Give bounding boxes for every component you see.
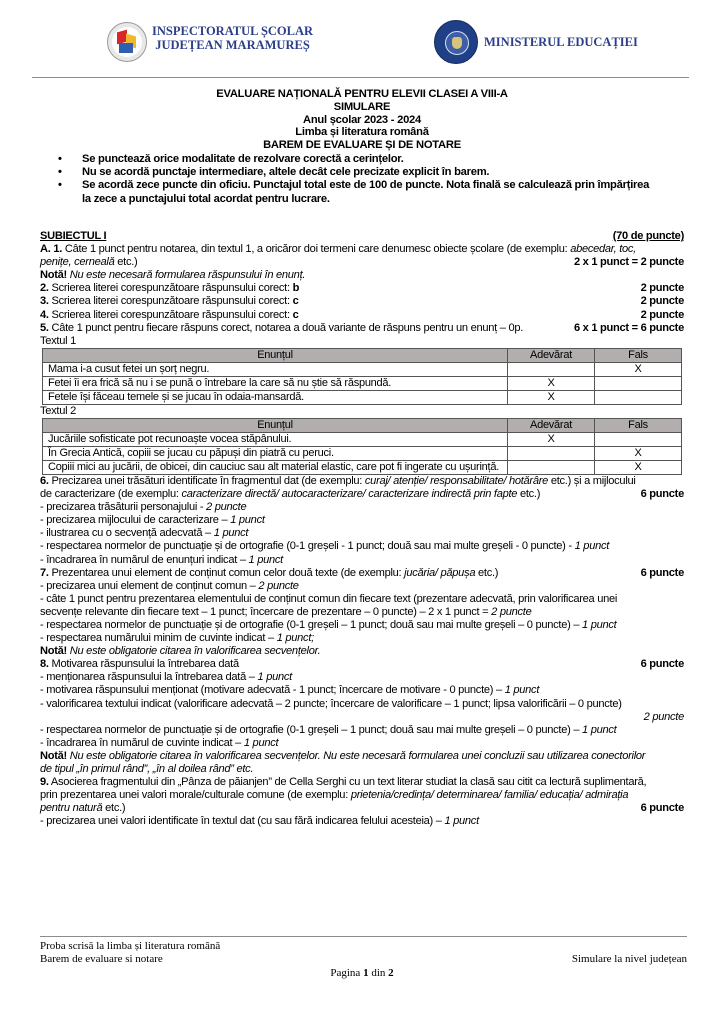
table-row <box>43 446 682 460</box>
table-row <box>43 432 682 446</box>
page-footer <box>40 940 687 966</box>
table2-caption: Textul 2 <box>40 404 76 417</box>
item-9: 9. Asocierea fragmentului din „Pânza de păianjen” de Cella Serghi cu un text literar studiat la clasă sau citit ca lectură suplimentară, <box>40 776 647 789</box>
isj-maramures-logo-icon <box>107 22 147 62</box>
general-rules-list <box>58 153 698 206</box>
item-a1-cont: penițe, cerneală etc.) 2 x 1 punct = 2 puncte <box>40 256 684 269</box>
false-cell <box>595 376 682 390</box>
item-2-score: 2 puncte <box>640 282 684 295</box>
item-a1: A. 1. Câte 1 punct pentru notarea, din textul 1, a oricăror doi termeni care denumesc obiecte școlare (de exemplu: abecedar, toc, <box>40 243 636 256</box>
false-cell: X <box>595 362 682 376</box>
left-org-line1: INSPECTORATUL ȘCOLAR <box>152 24 314 38</box>
column-header: Fals <box>595 418 682 432</box>
criterion-points: 2 puncte <box>643 710 684 723</box>
false-cell <box>595 432 682 446</box>
true-cell <box>508 446 595 460</box>
criterion: - precizarea trăsăturii personajului - 2 puncte <box>40 501 247 514</box>
column-header: Adevărat <box>508 348 595 362</box>
false-cell <box>595 390 682 404</box>
title-line-1: EVALUARE NAȚIONALĂ PENTRU ELEVII CLASEI A VIII-A <box>216 88 508 100</box>
criterion: - respectarea normelor de punctuație și de ortografie (0-1 greșeli – 1 punct; două sau mai multe greșeli – 0 puncte) – 1 punct <box>40 618 617 631</box>
page-header <box>0 18 724 68</box>
criterion-cont: secvențe relevante din fiecare text – 1 punct; încercare de prezentare – 0 puncte) – 2 x 1 punct = 2 puncte <box>40 605 532 618</box>
false-cell: X <box>595 446 682 460</box>
true-cell: X <box>508 432 595 446</box>
subject-points: (70 de puncte) <box>612 230 684 242</box>
item-7-note: Notă! Nu este obligatorie citarea în valorificarea secvențelor. <box>40 645 321 658</box>
item-5: 5. Câte 1 punct pentru fiecare răspuns corect, notarea a două variante de răspuns pentru un enunț – 0p. 6 x 1 punct = 6 puncte <box>40 321 684 334</box>
total-pages: 2 <box>388 967 394 979</box>
true-false-table-2 <box>42 418 682 475</box>
footer-right: Simulare la nivel județean <box>571 953 687 965</box>
criterion: - ilustrarea cu o secvență adecvată – 1 punct <box>40 527 249 540</box>
item-8-note: Notă! Nu este obligatorie citarea în valorificarea secvențelor. Nu este necesară formularea unei concluzii sau utilizarea conectorilor <box>40 749 646 762</box>
criterion: - valorificarea textului indicat (valorificare adecvată – 2 puncte; încercare de valorificare – 1 punct; lipsa valorificării – 0 puncte) <box>40 697 622 710</box>
column-header: Adevărat <box>508 418 595 432</box>
column-header: Enunțul <box>43 348 508 362</box>
true-cell: X <box>508 376 595 390</box>
bullet-icon: • <box>58 153 62 165</box>
footer-line-2: Barem de evaluare si notare <box>40 953 163 965</box>
document-title-block <box>0 88 724 152</box>
false-cell: X <box>595 460 682 474</box>
table-row <box>43 376 682 390</box>
guvernul-romaniei-crest-icon <box>434 20 478 64</box>
subject-heading <box>40 230 684 243</box>
header-divider <box>32 77 689 78</box>
left-org-name <box>152 24 313 52</box>
statement-cell: Fetele își făceau temele și se jucau în odaia-mansardă. <box>43 390 508 404</box>
item-9-score: 6 puncte <box>640 802 684 815</box>
statement-cell: În Grecia Antică, copiii se jucau cu păpuși din piatră cu peruci. <box>43 446 508 460</box>
page-number: Pagina 1 din 2 <box>330 967 394 979</box>
answer-letter: b <box>292 282 300 295</box>
item-8: 8. Motivarea răspunsului la întrebarea dată 6 puncte <box>40 658 684 671</box>
bullet-icon: • <box>58 179 62 192</box>
item-9-cont: prin prezentarea unei valori morale/culturale comune (de exemplu: prietenia/credința/ determinarea/ familia/ educația/ admirația <box>40 789 629 802</box>
table1-caption: Textul 1 <box>40 334 76 347</box>
item-3: 3. Scrierea literei corespunzătoare răspunsului corect: c 2 puncte <box>40 295 684 308</box>
item-7: 7. Prezentarea unui element de conținut comun celor două texte (de exemplu: jucăria/ păpușa etc.) 6 puncte <box>40 566 684 579</box>
table-row <box>43 362 682 376</box>
criterion: - respectarea normelor de punctuație și de ortografie (0-1 greșeli - 1 punct; două sau mai multe greșeli - 0 puncte) - 1 punct <box>40 540 610 553</box>
true-cell: X <box>508 390 595 404</box>
title-line-4: Limba și literatura română <box>295 126 429 139</box>
criterion: - respectarea normelor de punctuație și de ortografie (0-1 greșeli – 1 punct; două sau mai multe greșeli – 0 puncte) – 1 punct <box>40 723 617 736</box>
true-cell <box>508 362 595 376</box>
subject-title: SUBIECTUL I <box>40 230 107 242</box>
right-org-name: MINISTERUL EDUCAȚIEI <box>484 35 638 49</box>
rule-item: • Nu se acordă punctaje intermediare, altele decât cele precizate explicit în barem. <box>58 166 490 179</box>
statement-cell: Mama i-a cusut fetei un șorț negru. <box>43 362 508 376</box>
item-8-score: 6 puncte <box>640 658 684 671</box>
table-row <box>43 390 682 404</box>
footer-line-1: Proba scrisă la limba și literatura română <box>40 940 221 952</box>
criterion: - motivarea răspunsului menționat (motivare adecvată - 1 punct; încercare de motivare - 0 puncte) – 1 punct <box>40 684 540 697</box>
criterion: - respectarea numărului minim de cuvinte indicat – 1 punct; <box>40 632 314 645</box>
true-cell <box>508 460 595 474</box>
left-org-line2: JUDEȚEAN MARAMUREȘ <box>155 38 310 52</box>
item-a1-score: 2 x 1 punct = 2 puncte <box>573 256 684 269</box>
criterion: - precizarea unei valori identificate în textul dat (cu sau fără indicarea felului acesteia) – 1 punct <box>40 815 479 828</box>
title-line-3: Anul școlar 2023 - 2024 <box>302 113 421 126</box>
item-5-score: 6 x 1 punct = 6 puncte <box>573 321 684 334</box>
item-4: 4. Scrierea literei corespunzătoare răspunsului corect: c 2 puncte <box>40 308 684 321</box>
answer-letter: c <box>292 295 299 308</box>
item-6: 6. Precizarea unei trăsături identificate în fragmentul dat (de exemplu: curaj/ atenție/ responsabilitate/ hotărâre etc.) și a mijlocului <box>40 474 636 487</box>
grading-scheme-body <box>40 230 684 828</box>
criterion: - menționarea răspunsului la întrebarea dată – 1 punct <box>40 671 292 684</box>
item-4-score: 2 puncte <box>640 308 684 321</box>
statement-cell: Fetei îi era frică să nu i se pună o întrebare la care să nu știe să răspundă. <box>43 376 508 390</box>
item-8-note-cont: de tipul „în primul rând”, „în al doilea rând” etc. <box>40 763 254 775</box>
rule-item: • Se acordă zece puncte din oficiu. Punctajul total este de 100 de puncte. Nota finală se calculează prin împărțirea la zece a punctajului total acordat pentru lucrare. <box>58 179 650 205</box>
item-a1-note: Notă! Nu este necesară formularea răspunsului în enunț. <box>40 269 306 282</box>
bullet-icon: • <box>58 166 62 179</box>
answer-letter: c <box>292 308 299 321</box>
item-9-cont: pentru natură etc.) 6 puncte <box>40 802 684 815</box>
criterion: - câte 1 punct pentru prezentarea elementului de conținut comun din fiecare text (prezentare adecvată, prin valorificarea unei <box>40 592 618 605</box>
statement-cell: Copiii mici au jucării, de obicei, din cauciuc sau alt material elastic, care pot fi ingerate cu ușurință. <box>43 460 508 474</box>
table-header-row <box>43 418 682 432</box>
item-6-score: 6 puncte <box>640 488 684 501</box>
column-header: Enunțul <box>43 418 508 432</box>
item-6-cont: de caracterizare (de exemplu: caracterizare directă/ autocaracterizare/ caracterizare indirectă prin fapte etc.) 6 puncte <box>40 488 684 501</box>
footer-divider <box>40 936 687 937</box>
statement-cell: Jucăriile sofisticate pot recunoaște vocea stăpânului. <box>43 432 508 446</box>
title-line-5: BAREM DE EVALUARE ȘI DE NOTARE <box>263 139 461 152</box>
current-page: 1 <box>363 967 369 979</box>
table-row <box>43 460 682 474</box>
item-3-score: 2 puncte <box>640 295 684 308</box>
true-false-table-1 <box>42 348 682 405</box>
item-2: 2. Scrierea literei corespunzătoare răspunsului corect: b 2 puncte <box>40 282 684 295</box>
rule-item: • Se punctează orice modalitate de rezolvare corectă a cerințelor. <box>58 153 404 165</box>
column-header: Fals <box>595 348 682 362</box>
criterion: - precizarea unui element de conținut comun – 2 puncte <box>40 579 299 592</box>
item-7-score: 6 puncte <box>640 566 684 579</box>
title-line-2: SIMULARE <box>333 100 391 113</box>
table-header-row <box>43 348 682 362</box>
criterion: - încadrarea în numărul de enunțuri indicat – 1 punct <box>40 553 283 566</box>
criterion: - încadrarea în numărul de cuvinte indicat – 1 punct <box>40 736 279 749</box>
criterion: - precizarea mijlocului de caracterizare – 1 punct <box>40 514 265 527</box>
